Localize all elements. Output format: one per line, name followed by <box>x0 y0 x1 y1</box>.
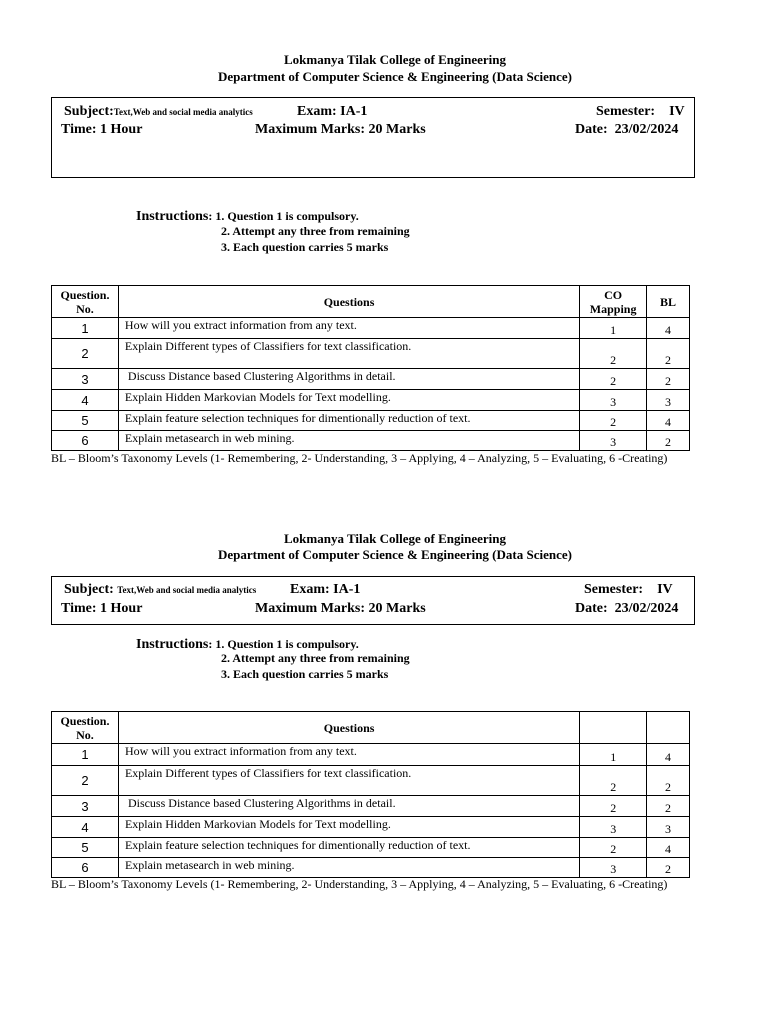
instructions-label: Instructions <box>136 209 209 224</box>
subject-label: Subject: <box>64 582 114 597</box>
blooms-footnote: BL – Bloom’s Taxonomy Levels (1- Remembering, 2- Understanding, 3 – Applying, 4 – Analyzing, 5 – Evaluating, 6 -Creating) <box>51 451 668 465</box>
bl-value: 2 <box>647 369 690 390</box>
bl-value: 2 <box>647 766 690 796</box>
co-value: 3 <box>580 817 647 838</box>
subject-value: Text,Web and social media analytics <box>113 107 253 117</box>
question-number: 5 <box>52 411 119 431</box>
co-value: 2 <box>580 411 647 431</box>
co-value: 2 <box>580 766 647 796</box>
question-number: 2 <box>52 339 119 369</box>
table-row <box>52 796 690 817</box>
co-value: 1 <box>580 744 647 766</box>
question-number: 4 <box>52 390 119 411</box>
exam-name: Exam: IA-1 <box>297 104 368 119</box>
question-number: 4 <box>52 817 119 838</box>
instruction-item-3: 3. Each question carries 5 marks <box>221 240 389 254</box>
co-value: 3 <box>580 431 647 451</box>
bl-value: 2 <box>647 796 690 817</box>
question-number: 5 <box>52 838 119 858</box>
table-row <box>52 411 690 431</box>
question-number: 3 <box>52 369 119 390</box>
co-value: 2 <box>580 796 647 817</box>
question-number: 1 <box>52 744 119 766</box>
instruction-item-1: : 1. Question 1 is compulsory. <box>208 209 359 223</box>
question-text: Explain feature selection techniques for dimentionally reduction of text. <box>118 411 579 431</box>
header-question-no: Question. No. <box>52 286 119 318</box>
bl-value: 4 <box>647 318 690 339</box>
question-number: 1 <box>52 318 119 339</box>
bl-value: 4 <box>647 838 690 858</box>
bl-value: 3 <box>647 390 690 411</box>
bl-value: 2 <box>647 431 690 451</box>
exam-time: Time: 1 Hour <box>61 122 143 137</box>
max-marks: Maximum Marks: 20 Marks <box>255 122 426 137</box>
question-text: Explain Different types of Classifiers for text classification. <box>118 766 579 796</box>
question-number: 6 <box>52 858 119 878</box>
header-questions: Questions <box>118 712 579 744</box>
blooms-footnote: BL – Bloom’s Taxonomy Levels (1- Remembering, 2- Understanding, 3 – Applying, 4 – Analyzing, 5 – Evaluating, 6 -Creating) <box>51 877 668 891</box>
header-co-mapping: CO Mapping <box>580 286 647 318</box>
subject-row <box>64 582 256 598</box>
question-text: Explain Hidden Markovian Models for Text modelling. <box>118 390 579 411</box>
instruction-item-2: 2. Attempt any three from remaining <box>221 224 410 238</box>
max-marks: Maximum Marks: 20 Marks <box>255 601 426 616</box>
co-value: 2 <box>580 369 647 390</box>
semester: Semester: IV <box>596 104 685 119</box>
table-row <box>52 339 690 369</box>
table-row <box>52 858 690 878</box>
questions-table <box>51 285 690 451</box>
college-name: Lokmanya Tilak College of Engineering <box>284 531 506 546</box>
co-value: 2 <box>580 339 647 369</box>
exam-name: Exam: IA-1 <box>290 582 361 597</box>
header-questions: Questions <box>118 286 579 318</box>
exam-time: Time: 1 Hour <box>61 601 143 616</box>
table-row <box>52 369 690 390</box>
subject-row <box>64 104 253 120</box>
header-co-mapping-empty <box>580 712 647 744</box>
co-value: 2 <box>580 838 647 858</box>
question-number: 6 <box>52 431 119 451</box>
table-row <box>52 390 690 411</box>
bl-value: 4 <box>647 744 690 766</box>
table-row <box>52 838 690 858</box>
question-number: 3 <box>52 796 119 817</box>
table-header-row <box>52 712 690 744</box>
question-text: Explain metasearch in web mining. <box>118 431 579 451</box>
table-row <box>52 431 690 451</box>
instructions <box>136 207 359 225</box>
semester: Semester: IV <box>584 582 673 597</box>
header-question-no: Question. No. <box>52 712 119 744</box>
bl-value: 3 <box>647 817 690 838</box>
bl-value: 2 <box>647 858 690 878</box>
co-value: 3 <box>580 390 647 411</box>
instruction-item-2: 2. Attempt any three from remaining <box>221 651 410 665</box>
instructions-label: Instructions <box>136 637 209 652</box>
question-text: How will you extract information from any text. <box>118 744 579 766</box>
subject-label: Subject: <box>64 104 114 119</box>
question-text: How will you extract information from any text. <box>118 318 579 339</box>
question-text: Explain metasearch in web mining. <box>118 858 579 878</box>
co-value: 3 <box>580 858 647 878</box>
co-value: 1 <box>580 318 647 339</box>
question-text: Explain Hidden Markovian Models for Text modelling. <box>118 817 579 838</box>
college-name: Lokmanya Tilak College of Engineering <box>284 52 506 67</box>
question-number: 2 <box>52 766 119 796</box>
table-row <box>52 744 690 766</box>
bl-value: 2 <box>647 339 690 369</box>
subject-value: Text,Web and social media analytics <box>117 585 257 595</box>
table-row <box>52 318 690 339</box>
instruction-item-1: : 1. Question 1 is compulsory. <box>208 637 359 651</box>
question-text: Discuss Distance based Clustering Algorithms in detail. <box>118 369 579 390</box>
exam-info-box <box>51 576 695 625</box>
exam-date: Date: 23/02/2024 <box>575 601 679 616</box>
questions-table <box>51 711 690 878</box>
question-text: Explain feature selection techniques for dimentionally reduction of text. <box>118 838 579 858</box>
table-row <box>52 766 690 796</box>
department-name: Department of Computer Science & Engineering (Data Science) <box>218 69 572 84</box>
department-name: Department of Computer Science & Engineering (Data Science) <box>218 547 572 562</box>
question-text: Explain Different types of Classifiers for text classification. <box>118 339 579 369</box>
table-header-row <box>52 286 690 318</box>
table-row <box>52 817 690 838</box>
header-bl-empty <box>647 712 690 744</box>
question-text: Discuss Distance based Clustering Algorithms in detail. <box>118 796 579 817</box>
exam-date: Date: 23/02/2024 <box>575 122 679 137</box>
header-bl: BL <box>647 286 690 318</box>
bl-value: 4 <box>647 411 690 431</box>
exam-info-box <box>51 97 695 178</box>
instruction-item-3: 3. Each question carries 5 marks <box>221 667 389 681</box>
